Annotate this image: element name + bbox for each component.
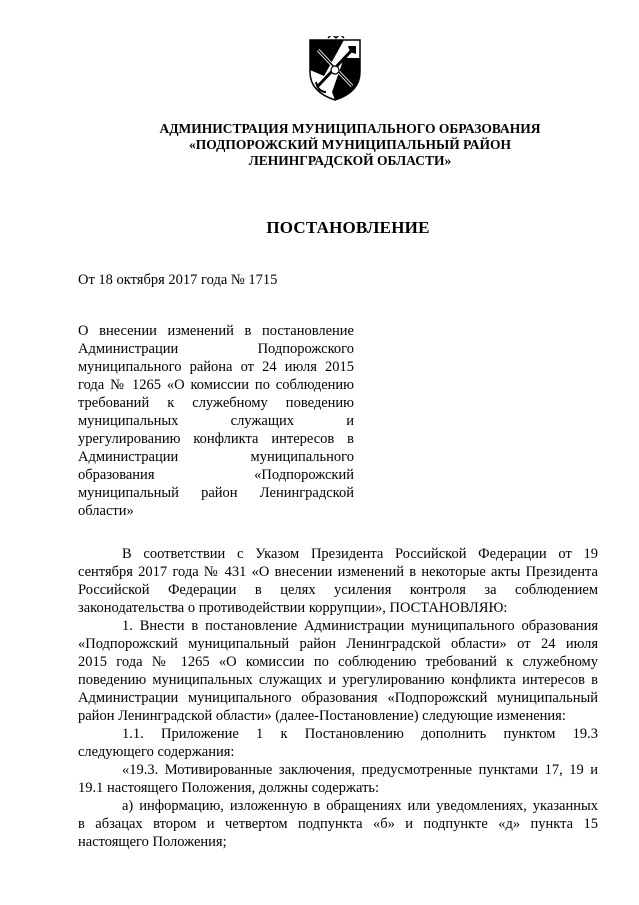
- body-line: 1. Внести в постановление Администрации муниципального образования: [122, 618, 598, 634]
- org-name-line-2: «ПОДПОРОЖСКИЙ МУНИЦИПАЛЬНЫЙ РАЙОН: [189, 137, 511, 152]
- body-line: Российской Федерации в целях усиления контроля за соблюдением: [78, 582, 598, 598]
- subject-line: Администрации муниципального: [78, 449, 354, 465]
- body-line: «19.3. Мотивированные заключения, предусмотренные пунктами 17, 19 и: [122, 762, 598, 778]
- body-line: В соответствии с Указом Президента Российской Федерации от 19: [122, 546, 598, 562]
- body-line: настоящего Положения;: [78, 834, 227, 850]
- subject-line: О внесении изменений в постановление: [78, 323, 354, 339]
- body-line: 2015 года № 1265 «О комиссии по соблюдению требований к служебному: [78, 654, 598, 670]
- body-line: «Подпорожский муниципальный район Ленинградской области» от 24 июля: [78, 636, 598, 652]
- body-line: поведению муниципальных служащих и урегулированию конфликта интересов в: [78, 672, 598, 688]
- body-line: в абзацах втором и четвертом подпункта «б» и подпункте «д» пункта 15: [78, 816, 598, 832]
- org-name-line-3: ЛЕНИНГРАДСКОЙ ОБЛАСТИ»: [248, 153, 452, 168]
- body-line: Администрации муниципального образования «Подпорожский муниципальный: [78, 690, 598, 706]
- body-line: а) информацию, изложенную в обращениях или уведомлениях, указанных: [122, 798, 598, 814]
- subject-line: муниципальный район Ленинградской: [78, 485, 354, 501]
- subject-line: урегулированию конфликта интересов в: [78, 431, 354, 447]
- subject-line: муниципального района от 24 июля 2015: [78, 359, 354, 375]
- document-type-title: ПОСТАНОВЛЕНИЕ: [266, 218, 430, 237]
- body-line: сентября 2017 года № 431 «О внесении изменений в некоторые акты Президента: [78, 564, 598, 580]
- document-subject: [78, 322, 354, 520]
- body-line: следующего содержания:: [78, 744, 235, 760]
- subject-line: Администрации Подпорожского: [78, 341, 354, 357]
- coat-of-arms-emblem: [304, 36, 366, 102]
- body-line: 19.1 настоящего Положения, должны содержать:: [78, 780, 380, 796]
- subject-line: требований к служебному поведению: [78, 395, 354, 411]
- body-line: законодательства о противодействии коррупции», ПОСТАНОВЛЯЮ:: [78, 600, 508, 616]
- subject-line: года № 1265 «О комиссии по соблюдению: [78, 377, 354, 393]
- document-body: [78, 545, 598, 851]
- subject-line: области»: [78, 503, 134, 519]
- subject-line: муниципальных служащих и: [78, 413, 354, 429]
- body-line: 1.1. Приложение 1 к Постановлению дополнить пунктом 19.3: [122, 726, 598, 742]
- document-date-number: От 18 октября 2017 года № 1715: [78, 272, 278, 288]
- org-name-line-1: АДМИНИСТРАЦИЯ МУНИЦИПАЛЬНОГО ОБРАЗОВАНИЯ: [159, 121, 541, 136]
- subject-line: образования «Подпорожский: [78, 467, 354, 483]
- body-line: район Ленинградской области» (далее-Постановление) следующие изменения:: [78, 708, 566, 724]
